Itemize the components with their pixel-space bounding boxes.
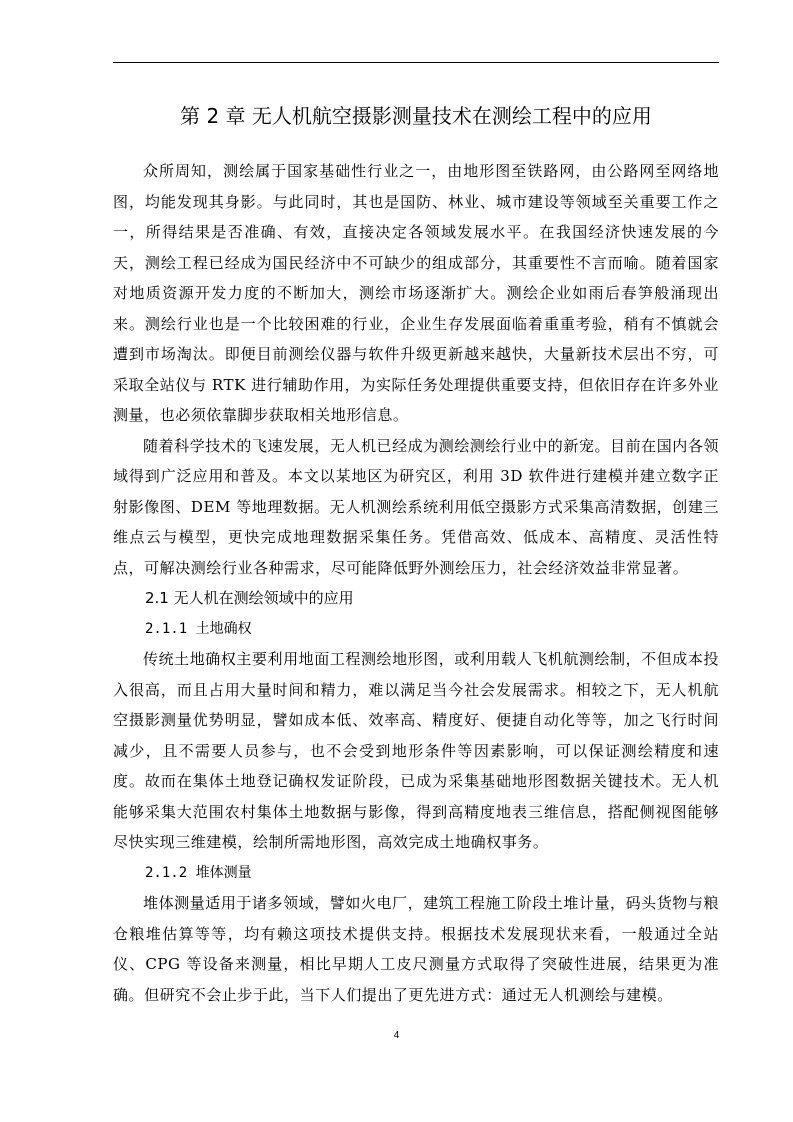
paragraph-stockpile-measurement: 堆体测量适用于诸多领域，譬如火电厂，建筑工程施工阶段土堆计量，码头货物与粮仓粮堆估算等等，均有赖这项技术提供支持。根据技术发展现状来看，一般通过全站仪、CPG 等设备来测量，相比早期人工皮尺测量方式取得了突破性进展，结果更为准确。但研究不会止步于此，当下人们提出了更先进方式：通过无人机测绘与建模。 xyxy=(113,894,719,1004)
section-heading-2-1-2: 2.1.2 堆体测量 xyxy=(145,864,252,881)
section-heading-2-1: 2.1 无人机在测绘领域中的应用 xyxy=(145,589,354,607)
section-heading-2-1-1: 2.1.1 土地确权 xyxy=(145,620,252,637)
page-number: 4 xyxy=(393,1030,400,1041)
chapter-title: 第 2 章 无人机航空摄影测量技术在测绘工程中的应用 xyxy=(180,104,652,128)
header-rule xyxy=(113,62,719,63)
paragraph-uav-development: 随着科学技术的飞速发展，无人机已经成为测绘测绘行业中的新宠。目前在国内各领域得到广泛应用和普及。本文以某地区为研究区，利用 3D 软件进行建模并建立数字正射影像图、DEM 等地理数据。无人机测绘系统利用低空摄影方式采集高清数据，创建三维点云与模型，更快完成地理数据采集任务。凭借高效、低成本、高精度、灵活性特点，可解决测绘行业各种需求，尽可能降低野外测绘压力，社会经济效益非常显著。 xyxy=(113,436,719,577)
paragraph-intro: 众所周知，测绘属于国家基础性行业之一，由地形图至铁路网，由公路网至网络地图，均能发现其身影。与此同时，其也是国防、林业、城市建设等领域至关重要工作之一，所得结果是否准确、有效，直接决定各领域发展水平。在我国经济快速发展的今天，测绘工程已经成为国民经济中不可缺少的组成部分，其重要性不言而喻。随着国家对地质资源开发力度的不断加大，测绘市场逐渐扩大。测绘企业如雨后春笋般涌现出来。测绘行业也是一个比较困难的行业，企业生存发展面临着重重考验，稍有不慎就会遭到市场淘汰。即便目前测绘仪器与软件升级更新越来越快，大量新技术层出不穷，可采取全站仪与 RTK 进行辅助作用，为实际任务处理提供重要支持，但依旧存在许多外业测量，也必须依靠脚步获取相关地形信息。 xyxy=(113,162,719,424)
paragraph-land-rights: 传统土地确权主要利用地面工程测绘地形图，或利用载人飞机航测绘制，不但成本投入很高，而且占用大量时间和精力，难以满足当今社会发展需求。相较之下，无人机航空摄影测量优势明显，譬如成本低、效率高、精度好、便捷自动化等等，加之飞行时间减少，且不需要人员参与，也不会受到地形条件等因素影响，可以保证测绘精度和速度。故而在集体土地登记确权发证阶段，已成为采集基础地形图数据关键技术。无人机能够采集大范围农村集体土地数据与影像，得到高精度地表三维信息，搭配侧视图能够尽快实现三维建模，绘制所需地形图，高效完成土地确权事务。 xyxy=(113,650,719,851)
body-text xyxy=(113,156,719,1010)
